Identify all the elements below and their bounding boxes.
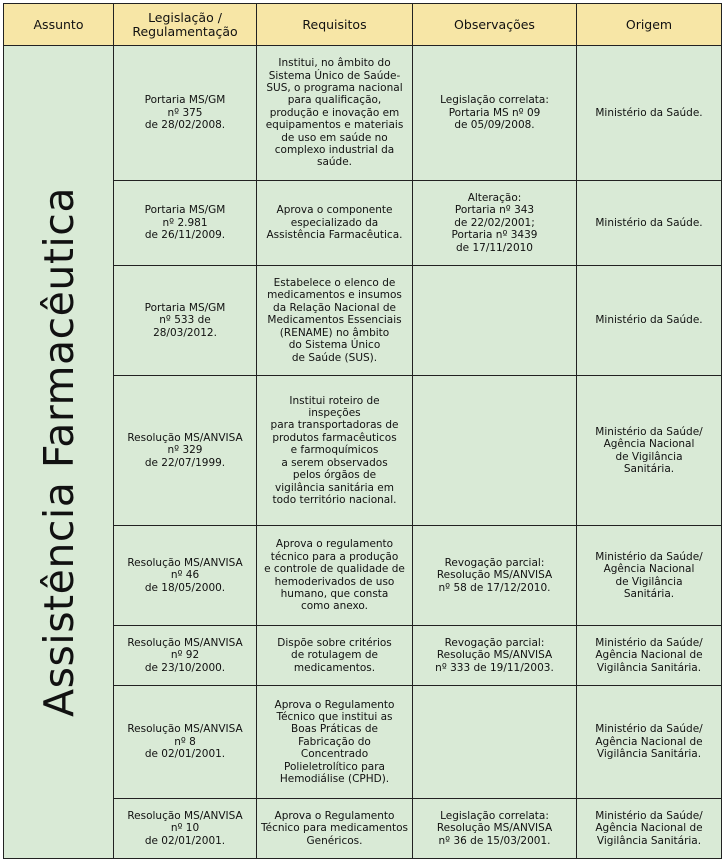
- legislacao-cell: Resolução MS/ANVISA nº 8 de 02/01/2001.: [114, 686, 257, 799]
- header-assunto: Assunto: [4, 4, 114, 46]
- legislacao-cell: Resolução MS/ANVISA nº 10 de 02/01/2001.: [114, 799, 257, 859]
- observacoes-cell: [413, 686, 577, 799]
- requisitos-cell: Dispõe sobre critérios de rotulagem de medicamentos.: [257, 626, 413, 686]
- header-requisitos: Requisitos: [257, 4, 413, 46]
- observacoes-cell: Revogação parcial: Resolução MS/ANVISA nº 333 de 19/11/2003.: [413, 626, 577, 686]
- legislation-table: [3, 3, 722, 859]
- requisitos-cell: Institui roteiro de inspeções para transportadoras de produtos farmacêuticos e farmoquímicos a serem observados pelos órgãos de vigilância sanitária em todo território nacional.: [257, 376, 413, 526]
- header-row: [4, 4, 722, 46]
- origem-cell: Ministério da Saúde.: [577, 266, 722, 376]
- requisitos-cell: Estabelece o elenco de medicamentos e insumos da Relação Nacional de Medicamentos Essenciais (RENAME) no âmbito do Sistema Único de Saúde (SUS).: [257, 266, 413, 376]
- requisitos-cell: Institui, no âmbito do Sistema Único de Saúde- SUS, o programa nacional para qualificação, produção e inovação em equipamentos e materiais de uso em saúde no complexo industrial da saúde.: [257, 46, 413, 181]
- legislacao-cell: Portaria MS/GM nº 533 de 28/03/2012.: [114, 266, 257, 376]
- observacoes-cell: [413, 376, 577, 526]
- legislacao-cell: Portaria MS/GM nº 375 de 28/02/2008.: [114, 46, 257, 181]
- header-origem: Origem: [577, 4, 722, 46]
- origem-cell: Ministério da Saúde/ Agência Nacional de Vigilância Sanitária.: [577, 376, 722, 526]
- origem-cell: Ministério da Saúde/ Agência Nacional de Vigilância Sanitária.: [577, 799, 722, 859]
- legislacao-cell: Resolução MS/ANVISA nº 92 de 23/10/2000.: [114, 626, 257, 686]
- requisitos-cell: Aprova o regulamento técnico para a produção e controle de qualidade de hemoderivados de uso humano, que consta como anexo.: [257, 526, 413, 626]
- legislacao-cell: Resolução MS/ANVISA nº 46 de 18/05/2000.: [114, 526, 257, 626]
- origem-cell: Ministério da Saúde/ Agência Nacional de Vigilância Sanitária.: [577, 526, 722, 626]
- requisitos-cell: Aprova o Regulamento Técnico que institui as Boas Práticas de Fabricação do Concentrado Polieletrolítico para Hemodiálise (CPHD).: [257, 686, 413, 799]
- subject-label: Assistência Farmacêutica: [34, 187, 83, 717]
- observacoes-cell: Revogação parcial: Resolução MS/ANVISA nº 58 de 17/12/2010.: [413, 526, 577, 626]
- header-legislacao: Legislação / Regulamentação: [114, 4, 257, 46]
- observacoes-cell: Alteração: Portaria nº 343 de 22/02/2001; Portaria nº 3439 de 17/11/2010: [413, 181, 577, 266]
- header-observacoes: Observações: [413, 4, 577, 46]
- subject-cell: [4, 46, 114, 859]
- origem-cell: Ministério da Saúde.: [577, 46, 722, 181]
- table-row: [4, 46, 722, 181]
- requisitos-cell: Aprova o Regulamento Técnico para medicamentos Genéricos.: [257, 799, 413, 859]
- origem-cell: Ministério da Saúde.: [577, 181, 722, 266]
- requisitos-cell: Aprova o componente especializado da Assistência Farmacêutica.: [257, 181, 413, 266]
- origem-cell: Ministério da Saúde/ Agência Nacional de Vigilância Sanitária.: [577, 686, 722, 799]
- observacoes-cell: Legislação correlata: Resolução MS/ANVISA nº 36 de 15/03/2001.: [413, 799, 577, 859]
- origem-cell: Ministério da Saúde/ Agência Nacional de Vigilância Sanitária.: [577, 626, 722, 686]
- legislacao-cell: Portaria MS/GM nº 2.981 de 26/11/2009.: [114, 181, 257, 266]
- observacoes-cell: Legislação correlata: Portaria MS nº 09 de 05/09/2008.: [413, 46, 577, 181]
- legislacao-cell: Resolução MS/ANVISA nº 329 de 22/07/1999.: [114, 376, 257, 526]
- observacoes-cell: [413, 266, 577, 376]
